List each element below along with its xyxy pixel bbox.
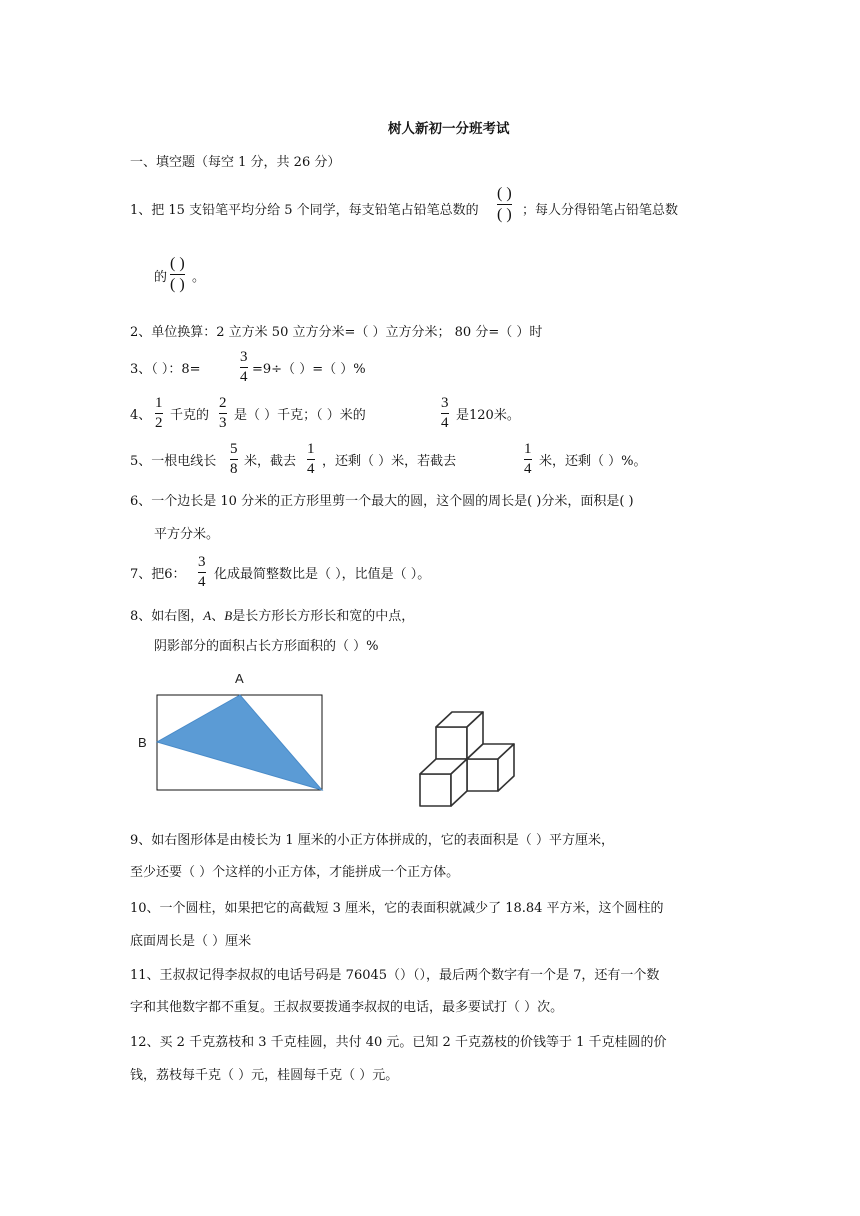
fraction-bar — [198, 572, 206, 573]
q5-fraction-1-denominator: 8 — [230, 461, 238, 477]
q4-fraction-3-numerator: 3 — [441, 395, 449, 411]
q1-fraction-2-numerator: ( ) — [170, 255, 185, 272]
q5-fraction-1 — [230, 442, 238, 477]
q7-text-b: 化成最简整数比是（ ），比值是（ ）。 — [214, 567, 431, 582]
q7-fraction — [198, 555, 206, 590]
q5-fraction-3 — [524, 442, 532, 477]
q4-fraction-3 — [441, 396, 449, 431]
q3-fraction — [240, 350, 248, 385]
shaded-triangle — [157, 695, 322, 790]
q8-text-b: 是长方形长方形长和宽的中点， — [232, 609, 415, 624]
q7-fraction-numerator: 3 — [198, 554, 206, 570]
q3-text-a: 3、（ ）：8= — [130, 362, 201, 377]
q8-separator: 、 — [211, 609, 225, 624]
q11-text-a: 11、王叔叔记得李叔叔的电话号码是 76045（）（），最后两个数字有一个是 7，还有一个数 — [130, 968, 660, 983]
q10-text-b: 底面周长是（ ）厘米 — [130, 934, 252, 949]
q5-text-c: ，还剩（ ）米，若截去 — [322, 454, 457, 469]
q1-fraction-1-denominator: ( ) — [497, 206, 512, 223]
stacked-cubes-figure — [412, 705, 522, 811]
fraction-bar — [441, 413, 449, 414]
fraction-bar — [524, 459, 532, 460]
q10-text-a: 10、一个圆柱，如果把它的高截短 3 厘米，它的表面积就减少了 18.84 平方米，这个圆柱的 — [130, 901, 664, 916]
q4-fraction-1 — [155, 396, 163, 431]
q6-text-a: 6、一个边长是 10 分米的正方形里剪一个最大的圆，这个圆的周长是( )分米，面积是( ) — [130, 494, 634, 509]
page-title: 树人新初一分班考试 — [388, 121, 510, 137]
q3-fraction-denominator: 4 — [240, 369, 248, 385]
q4-fraction-1-denominator: 2 — [155, 415, 163, 431]
q4-fraction-3-denominator: 4 — [441, 415, 449, 431]
q12-text-a: 12、买 2 千克荔枝和 3 千克桂圆，共付 40 元。已知 2 千克荔枝的价钱等于 1 千克桂圆的价 — [130, 1035, 667, 1050]
q7-fraction-denominator: 4 — [198, 574, 206, 590]
q1-text-d: 。 — [192, 270, 206, 285]
section-heading: 一、填空题（每空 1 分，共 26 分） — [130, 155, 341, 170]
q3-fraction-numerator: 3 — [240, 349, 248, 365]
question-2: 2、单位换算：2 立方米 50 立方分米=（ ）立方分米； 80 分=（ ）时 — [130, 325, 543, 340]
q1-fraction-1-numerator: ( ) — [497, 185, 512, 202]
q5-fraction-2 — [307, 442, 315, 477]
q5-fraction-1-numerator: 5 — [230, 441, 238, 457]
q8-line-1 — [130, 609, 414, 623]
point-a-label: A — [235, 671, 244, 686]
q1-fraction-2-denominator: ( ) — [170, 276, 185, 293]
fraction-bar — [219, 413, 227, 414]
q5-fraction-3-denominator: 4 — [524, 461, 532, 477]
q1-text-c: 的 — [154, 270, 168, 285]
q8-text-c: 阴影部分的面积占长方形面积的（ ）% — [154, 639, 379, 654]
q12-text-b: 钱，荔枝每千克（ ）元，桂圆每千克（ ）元。 — [130, 1068, 399, 1083]
fraction-bar — [170, 274, 185, 275]
q1-text-a: 1、把 15 支铅笔平均分给 5 个同学，每支铅笔占铅笔总数的 — [130, 203, 479, 218]
q4-fraction-2-numerator: 2 — [219, 395, 227, 411]
fraction-bar — [230, 459, 238, 460]
cube-bottom-left — [420, 759, 467, 806]
q4-fraction-1-numerator: 1 — [155, 395, 163, 411]
q5-fraction-2-numerator: 1 — [307, 441, 315, 457]
q1-fraction-1 — [497, 186, 512, 223]
q11-text-b: 字和其他数字都不重复。王叔叔要拨通李叔叔的电话，最多要试打（ ）次。 — [130, 1000, 564, 1015]
q4-text-b: 千克的 — [170, 408, 210, 423]
q4-fraction-2 — [219, 396, 227, 431]
q5-text-a: 5、一根电线长 — [130, 454, 217, 469]
q8-text-a: 8、如右图， — [130, 609, 204, 624]
q7-text-a: 7、把6： — [130, 567, 186, 582]
q5-text-b: 米，截去 — [244, 454, 297, 469]
q5-text-d: 米，还剩（ ）%。 — [539, 454, 647, 469]
q4-text-c: 是（ ）千克；（ ）米的 — [234, 408, 366, 423]
q8-label-b: B — [224, 608, 233, 623]
point-b-label: B — [138, 735, 147, 750]
q4-text-d: 是120米。 — [456, 408, 520, 423]
q4-fraction-2-denominator: 3 — [219, 415, 227, 431]
rectangle-triangle-figure — [130, 664, 330, 794]
fraction-bar — [240, 367, 248, 368]
q4-text-a: 4、 — [130, 408, 152, 423]
q1-fraction-2 — [170, 256, 185, 293]
q5-fraction-3-numerator: 1 — [524, 441, 532, 457]
q9-text-a: 9、如右图形体是由棱长为 1 厘米的小正方体拼成的，它的表面积是（ ）平方厘米， — [130, 833, 614, 848]
q6-text-b: 平方分米。 — [154, 527, 220, 542]
q8-label-a: A — [203, 608, 212, 623]
q1-text-b: ；每人分得铅笔占铅笔总数 — [522, 203, 679, 218]
fraction-bar — [307, 459, 315, 460]
q5-fraction-2-denominator: 4 — [307, 461, 315, 477]
q3-text-b: =9÷（ ）=（ ）% — [252, 362, 366, 377]
fraction-bar — [155, 413, 163, 414]
fraction-bar — [497, 204, 512, 205]
q9-text-b: 至少还要（ ）个这样的小正方体，才能拼成一个正方体。 — [130, 865, 460, 880]
